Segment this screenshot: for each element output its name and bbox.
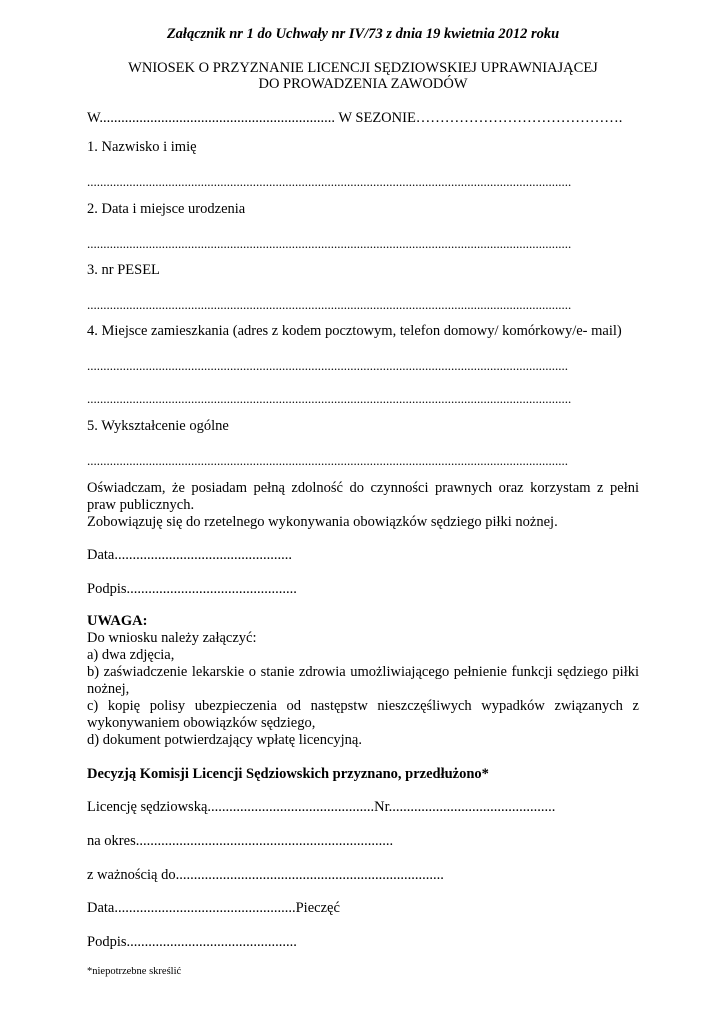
note-item-b-line1: b) zaświadczenie lekarskie o stanie zdrowia umożliwiającego pełnienie funkcji sędziego piłki: [87, 664, 639, 680]
decision-heading: Decyzją Komisji Licencji Sędziowskich przyznano, przedłużono*: [87, 766, 489, 782]
decision-period: na okres.......................................................................: [87, 833, 394, 849]
note-heading: UWAGA:: [87, 613, 148, 629]
season-line: W................................................................. W SEZONIE…………………………………….: [87, 110, 623, 126]
form-title-line1: WNIOSEK O PRZYZNANIE LICENCJI SĘDZIOWSKIEJ UPRAWNIAJĄCEJ: [128, 60, 598, 76]
applicant-signature: Podpis...............................................: [87, 581, 297, 597]
applicant-date: Data.................................................: [87, 547, 292, 563]
note-item-a: a) dwa zdjęcia,: [87, 647, 175, 663]
field-line-pesel: .....................................................................................................................................................: [87, 297, 572, 312]
decision-valid-until: z ważnością do..........................................................................: [87, 867, 444, 883]
declaration-line3: Zobowiązuję się do rzetelnego wykonywania obowiązków sędziego piłki nożnej.: [87, 514, 558, 530]
field-line-address-2: .....................................................................................................................................................: [87, 391, 572, 406]
declaration-line2: praw publicznych.: [87, 497, 195, 513]
field-label-birth: 2. Data i miejsce urodzenia: [87, 201, 246, 217]
note-item-c-line2: wykonywaniem obowiązków sędziego,: [87, 715, 316, 731]
field-label-address: 4. Miejsce zamieszkania (adres z kodem pocztowym, telefon domowy/ komórkowy/e- mail): [87, 323, 622, 339]
note-item-d: d) dokument potwierdzający wpłatę licencyjną.: [87, 732, 362, 748]
field-line-address-1: ....................................................................................................................................................: [87, 358, 568, 373]
decision-signature: Podpis...............................................: [87, 934, 297, 950]
field-line-name: .....................................................................................................................................................: [87, 174, 572, 189]
field-label-name: 1. Nazwisko i imię: [87, 139, 197, 155]
note-item-b-line2: nożnej,: [87, 681, 130, 697]
field-line-education: ....................................................................................................................................................: [87, 453, 568, 468]
note-item-c-line1: c) kopię polisy ubezpieczenia od następstw nieszczęśliwych wypadków związanych z: [87, 698, 639, 714]
annex-title: Załącznik nr 1 do Uchwały nr IV/73 z dnia 19 kwietnia 2012 roku: [166, 26, 560, 42]
decision-date-stamp: Data..................................................Pieczęć: [87, 900, 340, 916]
field-label-education: 5. Wykształcenie ogólne: [87, 418, 229, 434]
note-intro: Do wniosku należy załączyć:: [87, 630, 257, 646]
declaration-line1: Oświadczam, że posiadam pełną zdolność do czynności prawnych oraz korzystam z pełni: [87, 480, 639, 496]
footnote: *niepotrzebne skreślić: [87, 966, 182, 977]
field-label-pesel: 3. nr PESEL: [87, 262, 160, 278]
decision-license: Licencję sędziowską..............................................Nr..............................................: [87, 799, 556, 815]
form-title-line2: DO PROWADZENIA ZAWODÓW: [258, 76, 468, 92]
field-line-birth: .....................................................................................................................................................: [87, 236, 572, 251]
